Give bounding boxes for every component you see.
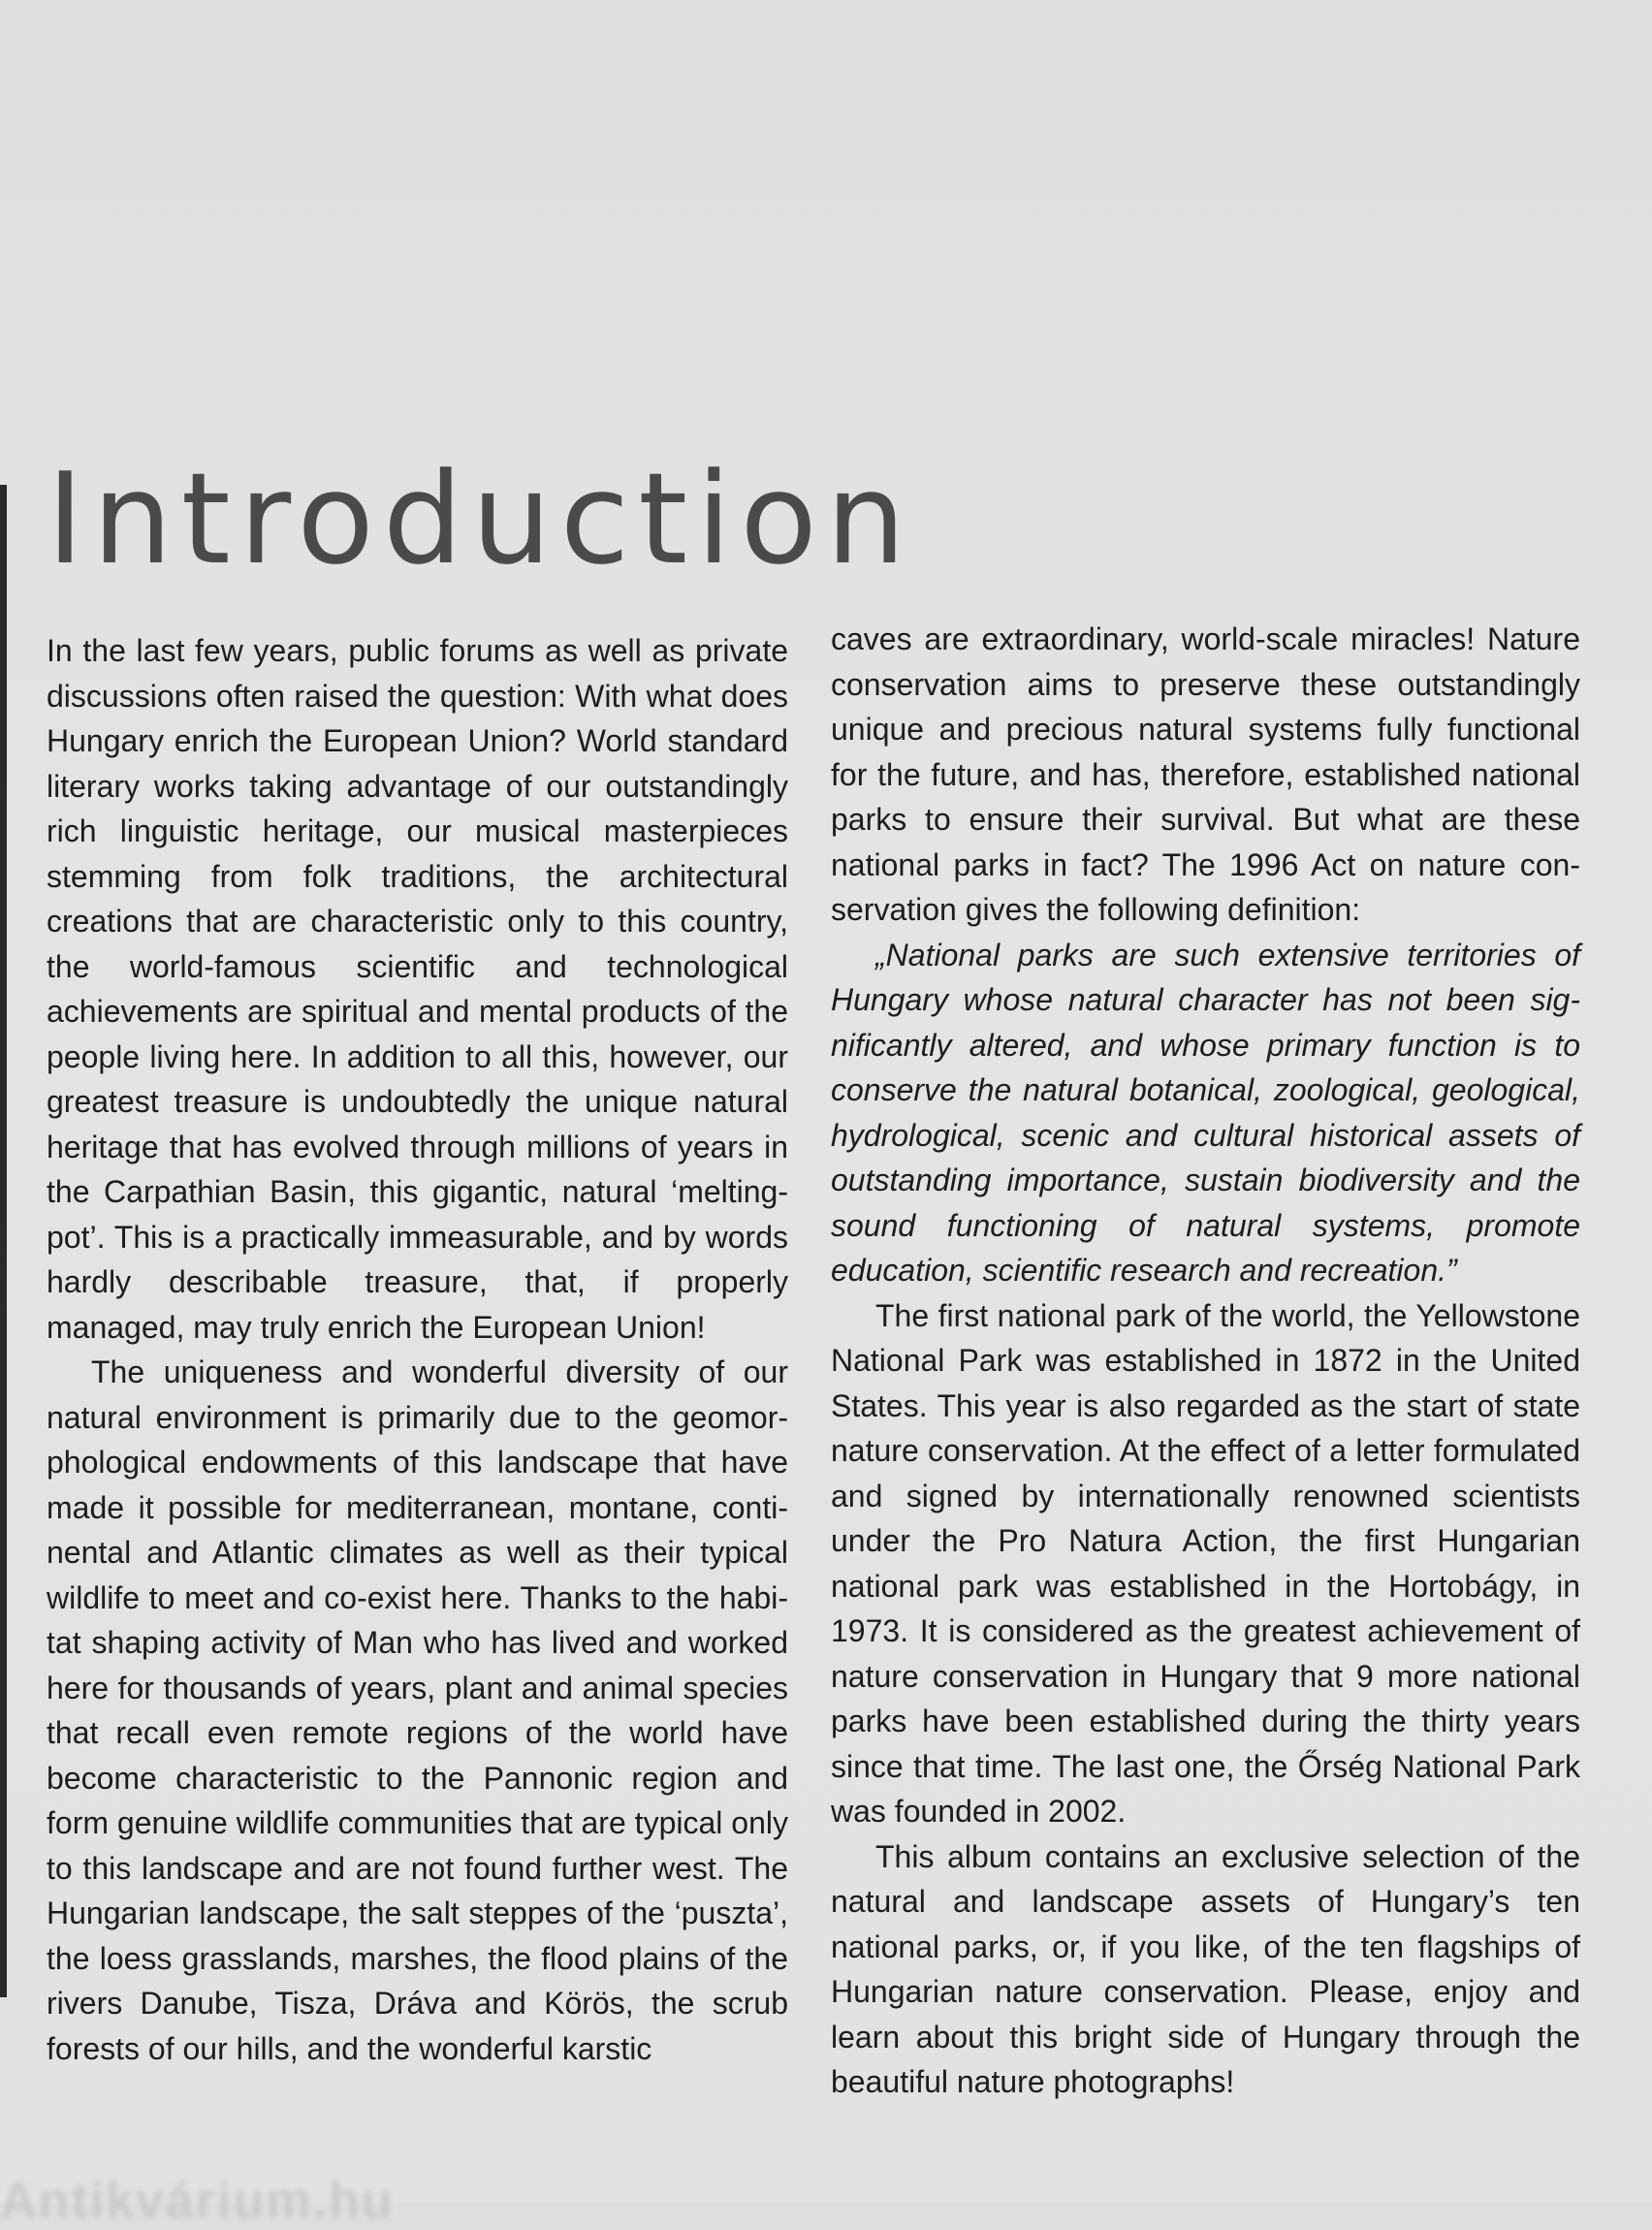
watermark: Antikvárium.hu bbox=[0, 2173, 395, 2229]
intro-paragraph-1: In the last few years, public forums as well as private discussions often raised the question: With what does Hungary enrich the European Union? World standard literary works taking advantage of our outstandingly rich linguistic heritage, our musical masterpieces stemming from folk traditions, the architectural creations that are characteristic only to this country, the world-famous scientific and technological achievements are spiritual and mental products of the people living here. In addition to all this, however, our greatest treasure is undoubtedly the unique natural heritage that has evolved through millions of years in the Carpathian Basin, this gigantic, natural ‘melting-pot’. This is a practically immeasurable, and by words hardly describable treasure, that, if properly managed, may truly enrich the European Union! bbox=[47, 633, 788, 1345]
history-paragraph: The first national park of the world, the Yellowstone National Park was established in 1872 in the United States. This year is also regarded as the start of state nature conservation. At the effect of a letter formulated and signed by internationally renowned scientists under the Pro Natura Action, the first Hungarian national park was established in the Hortobágy, in 1973. It is considered as the greatest achievement of nature conservation in Hungary that 9 more national parks have been established during the thirty years since that time. The last one, the Őrség National Park was founded in 2002. bbox=[831, 1297, 1580, 1829]
left-column bbox=[47, 628, 788, 2071]
continuation-paragraph: caves are extraordinary, world-scale miracles! Nature conservation aims to preserve these outstandingly unique and precious natural systems fully functional for the future, and has, therefore, established national parks to ensure their survival. But what are these national parks in fact? The 1996 Act on nature conservation gives the following definition: bbox=[831, 621, 1580, 927]
definition-quote: „National parks are such extensive territories of Hungary whose natural character has not been significantly altered, and whose primary function is to conserve the natural botanical, zoological, geological, hydrological, scenic and cultural historical assets of outstanding importance, sustain biodiversity and the sound functioning of natural systems, promote education, scientific research and recreation.” bbox=[831, 937, 1580, 1288]
page-title: Introduction bbox=[47, 445, 915, 592]
page-edge-shadow bbox=[0, 485, 7, 1997]
intro-paragraph-2: The uniqueness and wonderful diversity of our natural environment is primarily due to the geomorphological endowments of this landscape that have made it possible for mediterranean, montane, continental and Atlantic climates as well as their typical wildlife to meet and co-exist here. Thanks to the habitat shaping activity of Man who has lived and worked here for thousands of years, plant and animal species that recall even remote regions of the world have become characteristic to the Pannonic region and form genuine wildlife communities that are typical only to this landscape and are not found further west. The Hungarian landscape, the salt steppes of the ‘puszta’, the loess grasslands, marshes, the flood plains of the rivers Danube, Tisza, Dráva and Körös, the scrub forests of our hills, and the wonderful karstic bbox=[47, 1354, 788, 2066]
right-column bbox=[831, 617, 1580, 2105]
album-paragraph: This album contains an exclusive selection of the natural and landscape assets of Hungary’s ten national parks, or, if you like, of the ten flagships of Hungarian nature conservation. Please, enjoy and learn about this bright side of Hungary through the beautiful nature photographs! bbox=[831, 1838, 1580, 2099]
